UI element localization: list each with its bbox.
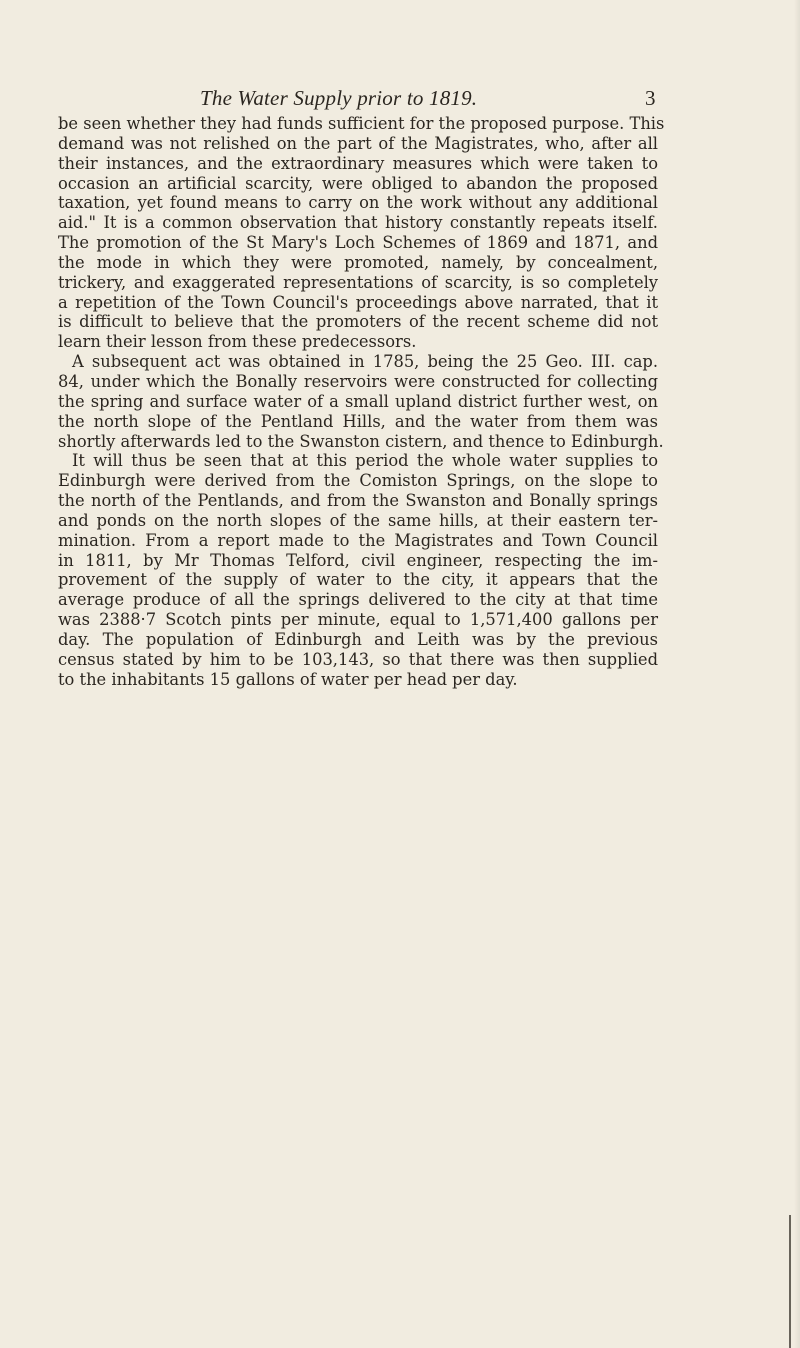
text-line: be seen whether they had funds sufficient for the proposed purpose. This — [58, 114, 665, 133]
page-edge-line — [789, 1215, 791, 1348]
text-line: The promotion of the St Mary's Loch Schemes of 1869 and 1871, and — [58, 233, 658, 253]
text-line: demand was not relished on the part of the Magistrates, who, after all — [58, 133, 658, 153]
text-line: census stated by him to be 103,143, so that there was then supplied — [58, 649, 658, 669]
text-line: Edinburgh were derived from the Comiston Springs, on the slope to — [58, 471, 658, 491]
text-line: average produce of all the springs delivered to the city at that time — [58, 590, 658, 610]
text-line: was 2388·7 Scotch pints per minute, equal to 1,571,400 gallons per — [58, 610, 658, 630]
text-line: to the inhabitants 15 gallons of water per head per day. — [58, 669, 518, 689]
text-line: the spring and surface water of a small upland district further west, on — [58, 391, 658, 411]
text-line: shortly afterwards led to the Swanston cistern, and thence to Edinburgh. — [58, 431, 664, 451]
text-line: and ponds on the north slopes of the same hills, at their eastern ter- — [58, 510, 658, 530]
text-line: a repetition of the Town Council's proceedings above narrated, that it — [58, 292, 658, 312]
text-line: taxation, yet found means to carry on the work without any additional — [58, 193, 658, 213]
text-line: is difficult to believe that the promoters of the recent scheme did not — [58, 312, 658, 332]
text-line: mination. From a report made to the Magistrates and Town Council — [58, 530, 658, 550]
text-line: the mode in which they were promoted, namely, by concealment, — [58, 252, 658, 272]
text-line: trickery, and exaggerated representations of scarcity, is so completely — [58, 272, 658, 292]
text-line: learn their lesson from these predecessors. — [58, 332, 417, 352]
text-line: day. The population of Edinburgh and Leith was by the previous — [58, 629, 658, 649]
text-line: the north of the Pentlands, and from the Swanston and Bonally springs — [58, 491, 658, 511]
page-number: 3 — [645, 86, 656, 110]
text-line: in 1811, by Mr Thomas Telford, civil engineer, respecting the im- — [58, 550, 658, 570]
text-line: occasion an artificial scarcity, were obliged to abandon the proposed — [58, 173, 658, 193]
text-line: A subsequent act was obtained in 1785, being the 25 Geo. III. cap. — [72, 352, 658, 372]
page-edge-shadow — [794, 0, 800, 1348]
text-line: It will thus be seen that at this period the whole water supplies to — [72, 451, 658, 471]
text-line: 84, under which the Bonally reservoirs were constructed for collecting — [58, 371, 658, 391]
body-text — [58, 114, 665, 689]
running-title: The Water Supply prior to 1819. — [200, 86, 478, 110]
text-line: aid." It is a common observation that history constantly repeats itself. — [58, 213, 658, 233]
text-line: their instances, and the extraordinary measures which were taken to — [58, 153, 658, 173]
running-head — [0, 86, 800, 116]
text-line: provement of the supply of water to the city, it appears that the — [58, 570, 658, 590]
text-line: the north slope of the Pentland Hills, and the water from them was — [58, 411, 658, 431]
